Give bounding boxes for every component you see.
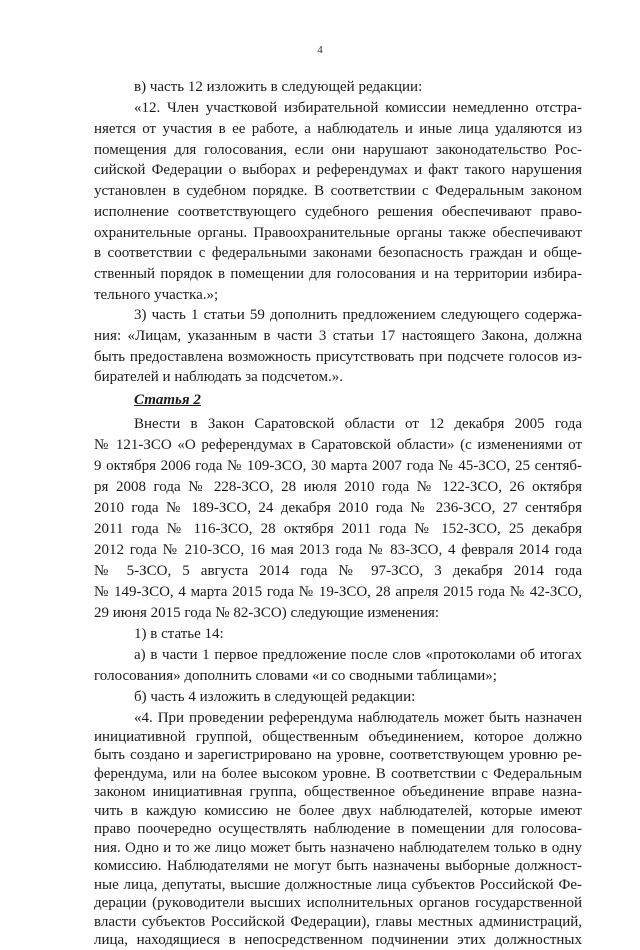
text-line: няется от участия в ее работе, а наблюдатель и иные лица удаляются из [94,121,582,137]
text-line: установлен в судебном порядке. В соответствии с Федеральным законом [94,183,582,199]
text-line: дерации (руководители высших исполнительных органов государственной [94,895,582,911]
text-line: бирателей и наблюдать за подсчетом.». [94,369,343,385]
text-line: в соответствии с федеральными законами безопасность граждан и обще- [94,245,582,261]
text-line: голосования» дополнить словами «и со сводными таблицами»; [94,668,497,684]
text-line: ния. Одно и то же лицо может быть назначено наблюдателем только в одну [94,839,582,856]
text-line: законом инициативная группа, общественное объединение вправе назна- [94,784,582,800]
text-line: 3) часть 1 статьи 59 дополнить предложением следующего содержа- [134,307,582,323]
article-2-heading: Статья 2 [134,392,201,408]
text-line: «12. Член участковой избирательной комиссии немедленно отстра- [134,100,582,116]
text-line: 29 июня 2015 года № 82-ЗСО) следующие изменения: [94,605,440,621]
text-line: помещения для голосования, если они нарушают законодательство Рос- [94,142,582,158]
text-line: инициативной группой, общественным объединением, которое должно [94,728,582,745]
text-line: сийской Федерации о выборах и референдумах и факт такого нарушения [94,162,582,178]
page-number: 4 [317,44,323,56]
text-line: Внести в Закон Саратовской области от 12 декабря 2005 года [134,416,582,432]
text-line: 2012 года № 210-ЗСО, 16 мая 2013 года № 83-ЗСО, 4 февраля 2014 года [94,542,582,558]
text-line: «4. При проведении референдума наблюдатель может быть назначен [134,710,582,726]
text-line: чить в каждую комиссию не более двух наблюдателей, которые имеют [94,802,582,819]
text-line: право поочередно осуществлять наблюдение в помещении для голосова- [94,821,582,837]
text-line: комиссию. Наблюдателями не могут быть назначены выборные должност- [94,858,582,874]
text-line: № 5-ЗСО, 5 августа 2014 года № 97-ЗСО, 3 декабря 2014 года [94,563,582,579]
text-line: тельного участка.»; [94,287,219,303]
text-line: № 121-ЗСО «О референдумах в Саратовской области» (с изменениями от [94,437,582,453]
text-line: ря 2008 года № 228-ЗСО, 28 июля 2010 года № 122-ЗСО, 26 октября [94,479,582,495]
text-line: ферендума, или на более высоком уровне. В соответствии с Федеральным [94,765,582,782]
text-line: быть создано и зарегистрировано на уровне, соответствующем уровню ре- [94,747,582,763]
text-line: 1) в статье 14: [134,626,224,642]
text-line: ственный порядок в помещении для голосования и на территории избира- [94,266,582,282]
text-line: ния: «Лицам, указанным в части 3 статьи 17 настоящего Закона, должна [94,328,582,344]
text-line: в) часть 12 изложить в следующей редакции: [134,79,423,95]
text-line: 2011 года № 116-ЗСО, 28 октября 2011 года № 152-ЗСО, 25 декабря [94,521,582,537]
text-line: власти субъектов Российской Федерации), главы местных администраций, [94,913,582,930]
text-line: ные лица, депутаты, высшие должностные лица субъектов Российской Фе- [94,876,582,893]
text-line: быть предоставлена возможность присутствовать при подсчете голосов из- [94,349,582,365]
text-line: лица, находящиеся в непосредственном подчинении этих должностных [94,932,582,948]
text-line: 9 октября 2006 года № 109-ЗСО, 30 марта 2007 года № 45-ЗСО, 25 сентяб- [94,458,582,474]
text-line: б) часть 4 изложить в следующей редакции: [134,689,416,705]
text-line: исполнение соответствующего судебного решения обеспечивают право- [94,204,582,220]
text-line: охранительные органы. Правоохранительные органы также обеспечивают [94,225,582,241]
text-line: 2010 года № 189-ЗСО, 24 декабря 2010 года № 236-ЗСО, 27 сентября [94,500,582,516]
text-line: № 149-ЗСО, 4 марта 2015 года № 19-ЗСО, 28 апреля 2015 года № 42-ЗСО, [94,584,582,600]
text-line: а) в части 1 первое предложение после слов «протоколами об итогах [134,647,582,663]
